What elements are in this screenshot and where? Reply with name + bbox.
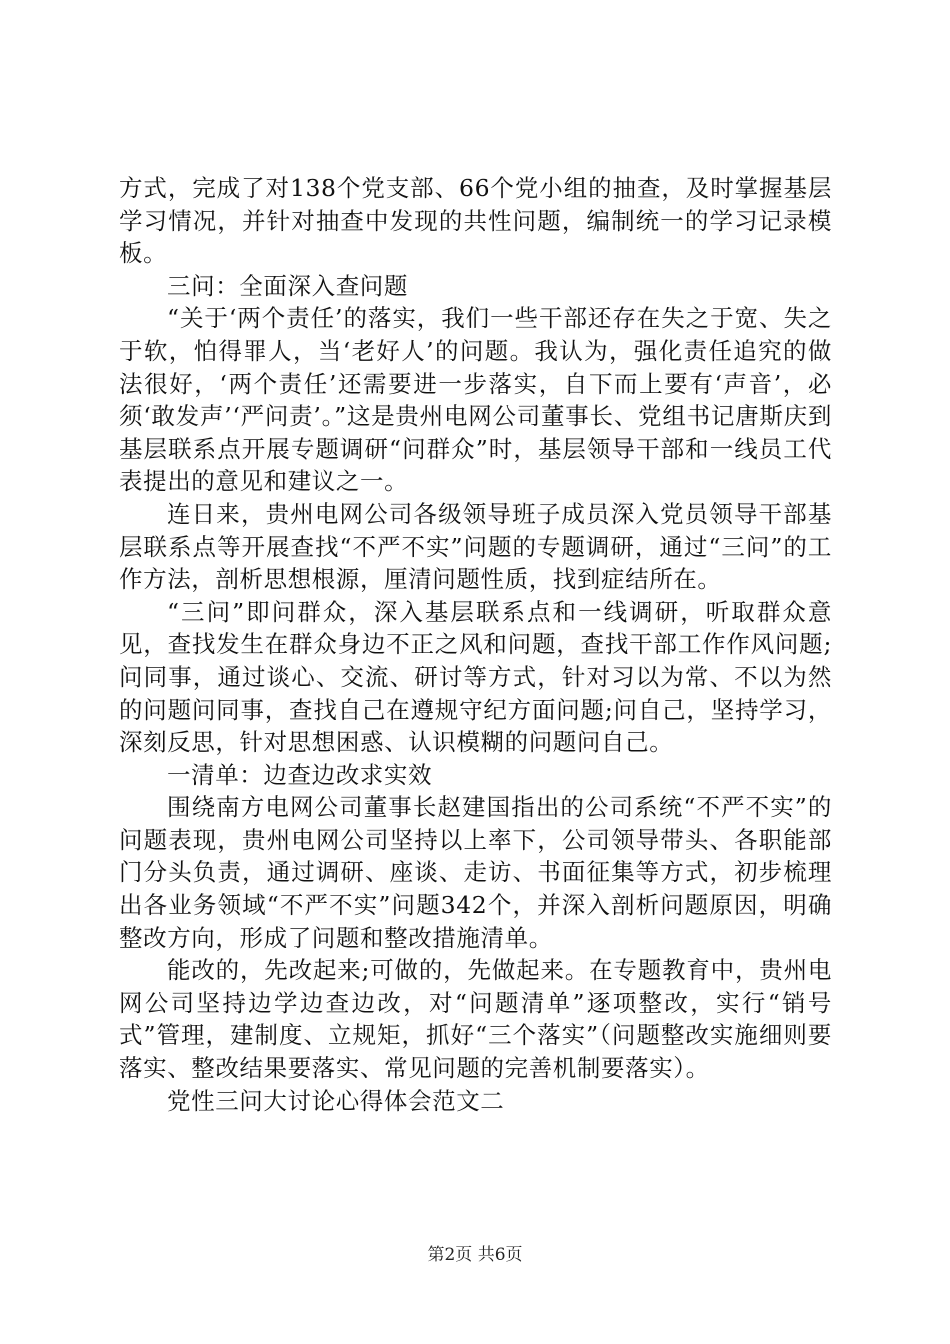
paragraph: 能改的，先改起来;可做的，先做起来。在专题教育中，贵州电网公司坚持边学边查边改，对“问题清单”逐项整改，实行“销号式”管理，建制度、立规矩，抓好“三个落实”（问题整改实施细则要落实、整改结果要落实、常见问题的完善机制要落实）。 — [119, 956, 832, 1083]
paragraph-continuation: 方式，完成了对138个党支部、66个党小组的抽查，及时掌握基层学习情况，并针对抽查中发现的共性问题，编制统一的学习记录模板。 — [119, 174, 832, 268]
document-body — [119, 172, 832, 1117]
section-heading-sample-two: 党性三问大讨论心得体会范文二 — [167, 1086, 505, 1115]
section-heading-three-questions: 三问：全面深入查问题 — [167, 271, 408, 300]
paragraph-quote: “关于‘两个责任’的落实，我们一些干部还存在失之于宽、失之于软，怕得罪人，当‘老好人’的问题。我认为，强化责任追究的做法很好，‘两个责任’还需要进一步落实，自下而上要有‘声音’，必须‘敢发声’‘严问责’。”这是贵州电网公司董事长、党组书记唐斯庆到基层联系点开展专题调研“问群众”时，基层领导干部和一线员工代表提出的意见和建议之一。 — [119, 304, 832, 496]
page-number-footer: 第2页 共6页 — [427, 1245, 523, 1265]
paragraph: 连日来，贵州电网公司各级领导班子成员深入党员领导干部基层联系点等开展查找“不严不实”问题的专题调研，通过“三问”的工作方法，剖析思想根源，厘清问题性质，找到症结所在。 — [119, 499, 832, 594]
section-heading-checklist: 一清单：边查边改求实效 — [167, 760, 433, 789]
paragraph: 围绕南方电网公司董事长赵建国指出的公司系统“不严不实”的问题表现，贵州电网公司坚持以上率下，公司领导带头、各职能部门分头负责，通过调研、座谈、走访、书面征集等方式，初步梳理出各业务领域“不严不实”问题342个，并深入剖析问题原因，明确整改方向，形成了问题和整改措施清单。 — [119, 793, 832, 952]
paragraph: “三问”即问群众，深入基层联系点和一线调研，听取群众意见，查找发生在群众身边不正之风和问题，查找干部工作作风问题;问同事，通过谈心、交流、研讨等方式，针对习以为常、不以为然的问题问同事，查找自己在遵规守纪方面问题;问自己，坚持学习，深刻反思，针对思想困惑、认识模糊的问题问自己。 — [119, 597, 832, 757]
